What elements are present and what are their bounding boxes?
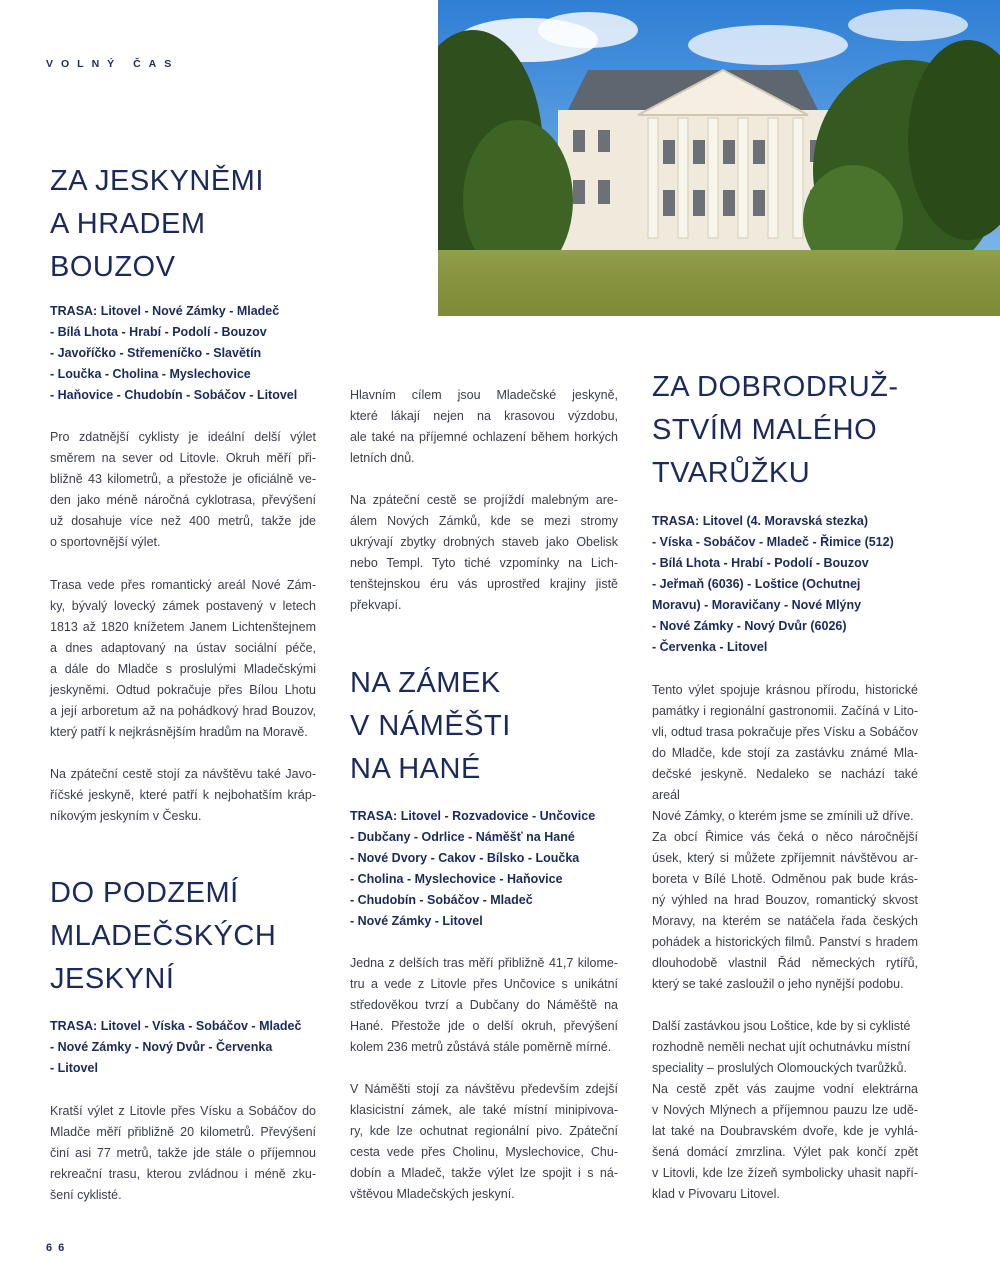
article4-paragraph-1: Tento výlet spojuje krásnou přírodu, historické památky i regionální gastronomii. Začíná v Lito- vli, odtud trasa pokračuje přes Vísku a Sobáčov do Mladče, kde stojí za zastávku známé Mla- dečské jeskyně. Nedaleko se nachází také areál Nové Zámky, o kterém jsme se zmínili už dříve. — [652, 683, 918, 823]
article1-title-block — [50, 160, 320, 289]
column2-paragraph-2: Na zpáteční cestě se projíždí malebným are- álem Nových Zámků, kde se mezi stromy ukrývají zbytky drobných staveb jako Obelisk nebo Templ. Tyto tiché vzpomínky na Lich- tenštejnskou éru vás uprostřed krajiny jistě překvapí. — [350, 493, 618, 612]
article1-paragraph-1: Pro zdatnější cyklisty je ideální delší výlet směrem na sever od Litovle. Okruh měří při- bližně 43 kilometrů, a přestože je oficiálně ve- den jako méně náročná cyklotrasa, převýšení už dosahuje více než 400 metrů, takže jde o sportovnější výlet. — [50, 430, 316, 549]
article2-route: TRASA: Litovel - Víska - Sobáčov - Mladeč - Nové Zámky - Nový Dvůr - Červenka - Litovel — [50, 1019, 302, 1075]
article4-title-block — [652, 366, 952, 495]
article3-route: TRASA: Litovel - Rozvadovice - Unčovice - Dubčany - Odrlice - Náměšť na Hané - Nové Dvory - Cakov - Bílsko - Loučka - Cholina - Myslechovice - Haňovice - Chudobín - Sobáčov - Mladeč - Nové Zámky - Litovel — [350, 809, 596, 928]
article3-title-block — [350, 662, 620, 791]
article4-paragraph-3: Další zastávkou jsou Loštice, kde by si cyklisté rozhodně neměli nechat ujít ochutnávku místní speciality – proslulých Olomouckých tvarůžků. Na cestě zpět vás zaujme vodní elektrárna v Nových Mlýnech a příjemnou pauzu lze udě- lat také na Doubravském dvoře, kde je vyhlá- šená domácí zmrzlina. Výlet pak končí zpět v Litovli, kde lze žízeň symbolicky uhasit napří- klad v Pivovaru Litovel. — [652, 1019, 918, 1201]
article2-paragraph-1: Kratší výlet z Litovle přes Vísku a Sobáčov do Mladče měří přibližně 20 kilometrů. Převýšení činí asi 77 metrů, takže jde stále o příjemnou rekreační trasu, kterou zvládnou i méně zku- šení cyklisté. — [50, 1104, 316, 1202]
page-number: 66 — [46, 1242, 71, 1254]
article1-title: ZA JESKYNĚMI A HRADEM BOUZOV — [50, 165, 264, 283]
article4-title: ZA DOBRODRUŽ- STVÍM MALÉHO TVARŮŽKU — [652, 371, 899, 489]
article3-paragraph-2: V Náměšti stojí za návštěvu především zdejší klasicistní zámek, ale také místní minipivova- ry, kde lze ochutnat regionální pivo. Zpáteční cesta vede přes Cholinu, Myslechovice, Chu- dobín a Mladeč, takže výlet lze spojit i s ná- vštěvou Mladečských jeskyní. — [350, 1082, 618, 1201]
column2-paragraph-1: Hlavním cílem jsou Mladečské jeskyně, které lákají nejen na krasovou výzdobu, ale také na příjemné ochlazení během horkých letních dnů. — [350, 388, 618, 465]
article4-route: TRASA: Litovel (4. Moravská stezka) - Víska - Sobáčov - Mladeč - Řimice (512) - Bílá Lhota - Hrabí - Podolí - Bouzov - Jeřmaň (6036) - Loštice (Ochutnej Moravu) - Moravičany - Nové Mlýny - Nové Zámky - Nový Dvůr (6026) - Červenka - Litovel — [652, 514, 894, 654]
article3-paragraph-1: Jedna z delších tras měří přibližně 41,7 kilome- tru a vede z Litovle přes Unčovice s unikátní středověkou tvrzí a Dubčany do Náměště na Hané. Přestože jde o delší okruh, převýšení kolem 236 metrů zůstává stále poměrně mírné. — [350, 956, 618, 1054]
article3-title: NA ZÁMEK V NÁMĚŠTI NA HANÉ — [350, 667, 511, 785]
article1-paragraph-2: Trasa vede přes romantický areál Nové Zám- ky, bývalý lovecký zámek postavený v letech 1813 až 1820 knížetem Janem Lichtenštejnem a dnes adaptovaný na ústav sociální péče, a dále do Mladče s proslulými Mladečskými jeskyněmi. Odtud pokračuje přes Bílou Lhotu a její arboretum až na pohádkový hrad Bouzov, který patří k nejkrásnějším hradům na Moravě. — [50, 578, 316, 739]
article1-route: TRASA: Litovel - Nové Zámky - Mladeč - Bílá Lhota - Hrabí - Podolí - Bouzov - Javoříčko - Střemeníčko - Slavětín - Loučka - Cholina - Myslechovice - Haňovice - Chudobín - Sobáčov - Litovel — [50, 304, 298, 402]
article2-title-block — [50, 872, 320, 1001]
article4-paragraph-2: Za obcí Řimice vás čeká o něco náročnější úsek, který si můžete zpříjemnit návštěvou ar- boreta v Bílé Lhotě. Odměnou pak bude krás- ný výhled na hrad Bouzov, romantický skvost Moravy, na kterém se natáčela řada českých pohádek a historických filmů. Panství s hradem dlouhodobě vlastnil Řád německých rytířů, který se také zasloužil o jeho nynější podobu. — [652, 830, 918, 991]
chateau-photo — [438, 0, 1000, 316]
article2-title: DO PODZEMÍ MLADEČSKÝCH JESKYNÍ — [50, 877, 277, 995]
article1-paragraph-3: Na zpáteční cestě stojí za návštěvu také Javo- říčské jeskyně, které patří k nejbohatším kráp- níkovým jeskyním v Česku. — [50, 767, 316, 823]
section-label: VOLNÝ ČAS — [46, 58, 180, 70]
